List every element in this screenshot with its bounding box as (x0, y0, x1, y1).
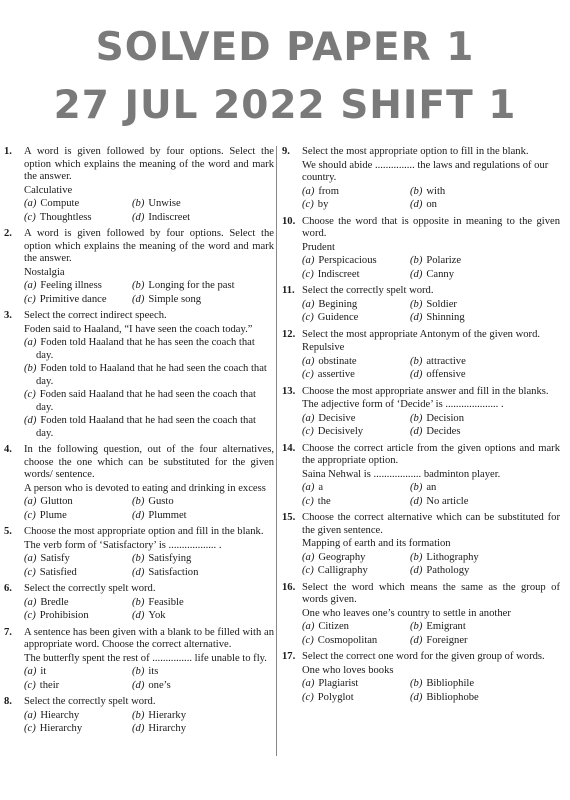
option-text: Feeling illness (40, 280, 102, 291)
answer-option (302, 299, 410, 312)
option-text: Compute (40, 198, 80, 209)
question-number: 14. (282, 442, 296, 454)
option-letter: (a) (302, 298, 315, 310)
question-text: A word is given followed by four options. Select the option which explains the meaning of the word and mark the answer. (24, 228, 274, 264)
option-list (302, 621, 560, 647)
option-letter: (d) (410, 634, 423, 646)
answer-option (24, 496, 132, 509)
answer-option (410, 356, 560, 369)
answer-option (302, 552, 410, 565)
option-text: Plume (39, 509, 67, 521)
option-letter: (a) (24, 709, 37, 721)
answer-option (132, 510, 274, 523)
question-prompt: The adjective form of ‘Decide’ is .................... . (302, 399, 504, 410)
question-text: Select the correct indirect speech. (24, 310, 167, 321)
answer-option (302, 692, 410, 705)
option-text: an (426, 482, 437, 493)
question-number: 15. (282, 512, 296, 523)
option-text: from (318, 185, 339, 197)
answer-option (410, 426, 560, 439)
option-text: Foden told Haaland that he has seen the coach that day. (36, 337, 255, 361)
page-subtitle: 27 JUL 2022 SHIFT 1 (53, 83, 517, 128)
option-list (302, 482, 560, 508)
option-text: Satisfy (40, 553, 70, 564)
option-letter: (a) (302, 355, 315, 367)
question (282, 329, 560, 382)
option-letter: (c) (24, 679, 36, 691)
option-text: Hierarchy (39, 723, 83, 734)
question (282, 216, 560, 282)
option-text: by (317, 199, 329, 210)
option-letter: (d) (132, 211, 145, 223)
option-letter: (d) (132, 679, 145, 691)
option-list (302, 255, 560, 281)
question-text: A sentence has been given with a blank to be filled with an appropriate word. Choose the correct alternative. (24, 626, 274, 650)
option-letter: (b) (410, 482, 423, 493)
question (4, 228, 274, 306)
question (282, 651, 560, 704)
option-letter: (c) (302, 369, 314, 380)
answer-option (302, 621, 410, 634)
question-text: Choose the word that is opposite in meaning to the given word. (302, 215, 560, 239)
option-letter: (a) (302, 621, 315, 632)
option-letter: (b) (410, 255, 423, 266)
question (4, 526, 274, 579)
option-list (302, 356, 560, 382)
option-list (24, 666, 274, 692)
option-letter: (b) (132, 709, 145, 721)
option-text: Foden told Haaland that he had seen the coach that day. (36, 415, 256, 439)
question-number: 17. (282, 651, 296, 662)
question (282, 285, 560, 325)
question (4, 627, 274, 693)
option-text: its (148, 666, 159, 677)
answer-option (410, 255, 560, 268)
option-list (302, 413, 560, 439)
option-text: Hierarky (148, 709, 187, 721)
option-letter: (b) (132, 496, 145, 507)
option-list (302, 678, 560, 704)
answer-option (24, 389, 274, 414)
option-text: Pathology (426, 565, 470, 576)
option-text: Longing for the past (148, 280, 235, 291)
answer-option (24, 597, 132, 610)
option-letter: (a) (302, 255, 315, 266)
option-text: Indiscreet (148, 211, 191, 223)
answer-option (410, 692, 560, 705)
answer-option (24, 415, 274, 440)
option-letter: (c) (24, 211, 36, 223)
option-letter: (c) (24, 566, 36, 578)
answer-option (410, 635, 560, 648)
option-text: Hirarchy (148, 723, 187, 734)
question (282, 582, 560, 648)
question-text: Select the correctly spelt word. (24, 696, 156, 707)
option-text: Polarize (426, 255, 462, 266)
question (4, 696, 274, 736)
question-number: 5. (4, 526, 12, 537)
answer-option (410, 413, 560, 426)
answer-option (132, 610, 274, 623)
option-text: Begining (318, 298, 358, 310)
option-text: Feasible (148, 596, 184, 608)
option-list (24, 337, 274, 440)
option-letter: (d) (410, 199, 423, 210)
option-text: Thoughtless (39, 211, 92, 223)
answer-option (24, 337, 274, 362)
question-number: 13. (282, 385, 296, 397)
option-text: a (318, 482, 324, 493)
option-text: Decisively (317, 426, 364, 437)
option-text: Citizen (318, 621, 349, 632)
answer-option (410, 199, 560, 212)
option-text: Lithography (426, 551, 479, 563)
option-text: Cosmopolitan (317, 634, 378, 646)
answer-option (132, 723, 274, 736)
answer-option (302, 312, 410, 325)
option-text: Foden said Haaland that he had seen the coach that day. (36, 389, 256, 413)
option-letter: (b) (132, 596, 145, 608)
question-text: Choose the correct article from the given options and mark the appropriate option. (302, 442, 560, 466)
answer-option (132, 567, 274, 580)
question-prompt: Repulsive (302, 342, 345, 353)
answer-option (410, 369, 560, 382)
option-text: Foreigner (426, 634, 468, 646)
question (4, 310, 274, 440)
option-letter: (b) (132, 280, 145, 291)
answer-option (132, 212, 274, 225)
option-letter: (b) (24, 363, 37, 374)
question-prompt: We should abide ............... the laws and regulations of our country. (302, 159, 549, 183)
option-letter: (a) (24, 596, 37, 608)
option-text: Glutton (40, 496, 73, 507)
option-letter: (b) (132, 553, 145, 564)
question (4, 444, 274, 522)
answer-option (24, 710, 132, 723)
option-letter: (d) (132, 293, 145, 305)
answer-option (132, 597, 274, 610)
option-letter: (c) (24, 723, 36, 734)
answer-option (24, 723, 132, 736)
option-text: Decides (426, 426, 461, 437)
option-text: Emigrant (426, 621, 466, 632)
option-letter: (a) (24, 553, 37, 564)
option-text: Unwise (148, 198, 181, 209)
question-number: 2. (4, 228, 12, 239)
question-text: A word is given followed by four options. Select the option which explains the meaning of the word and mark the answer. (24, 146, 274, 182)
option-text: Indiscreet (317, 268, 360, 280)
option-text: Soldier (426, 298, 457, 310)
option-list (24, 280, 274, 306)
option-text: Foden told to Haaland that he had seen the coach that day. (36, 363, 267, 387)
answer-option (24, 567, 132, 580)
answer-option (24, 510, 132, 523)
question-text: Choose the most appropriate answer and fill in the blanks. (302, 385, 549, 397)
option-text: attractive (426, 355, 466, 367)
option-letter: (d) (410, 426, 423, 437)
option-letter: (a) (302, 551, 315, 563)
question-text: Select the most appropriate Antonym of the given word. (302, 328, 541, 340)
answer-option (132, 680, 274, 693)
answer-option (132, 553, 274, 566)
option-text: Satisfaction (148, 566, 199, 578)
answer-option (24, 212, 132, 225)
option-text: one’s (148, 679, 171, 691)
option-letter: (c) (302, 268, 314, 280)
question (282, 146, 560, 212)
right-column (282, 146, 560, 708)
option-text: offensive (426, 369, 466, 380)
answer-option (410, 299, 560, 312)
answer-option (302, 635, 410, 648)
option-list (24, 597, 274, 623)
option-text: Polyglot (317, 691, 354, 703)
question-text: Select the correctly spelt word. (24, 583, 156, 594)
page-title: SOLVED PAPER 1 (95, 25, 475, 70)
answer-option (24, 610, 132, 623)
option-letter: (c) (302, 565, 314, 576)
answer-option (302, 678, 410, 691)
answer-option (410, 312, 560, 325)
answer-option (132, 666, 274, 679)
answer-option (410, 565, 560, 578)
answer-option (302, 269, 410, 282)
question-number: 6. (4, 583, 12, 594)
question-number: 16. (282, 581, 296, 593)
option-letter: (b) (410, 551, 423, 563)
question (282, 512, 560, 578)
option-text: Bredle (40, 596, 69, 608)
answer-option (302, 565, 410, 578)
option-letter: (d) (410, 495, 423, 507)
question-number: 4. (4, 444, 12, 455)
question (4, 146, 274, 224)
option-text: Bibliophile (426, 678, 475, 689)
answer-option (132, 710, 274, 723)
question-prompt: A person who is devoted to eating and drinking in excess (24, 482, 266, 494)
question-prompt: Saina Nehwal is .................. badminton player. (302, 468, 501, 480)
question-number: 3. (4, 310, 12, 321)
option-letter: (c) (302, 495, 314, 507)
answer-option (410, 269, 560, 282)
option-text: their (39, 679, 60, 691)
option-letter: (d) (410, 565, 423, 576)
option-letter: (d) (410, 268, 423, 280)
option-list (24, 496, 274, 522)
answer-option (302, 496, 410, 509)
option-text: Geography (318, 551, 366, 563)
option-letter: (b) (132, 198, 145, 209)
question-prompt: The butterfly spent the rest of ............... life unable to fly. (24, 652, 267, 664)
option-text: Satisfied (39, 566, 77, 578)
question-prompt: The verb form of ‘Satisfactory’ is .................. . (24, 539, 222, 551)
option-text: Satisfying (148, 553, 192, 564)
option-letter: (a) (302, 185, 315, 197)
option-list (302, 552, 560, 578)
question-prompt: Nostalgia (24, 266, 65, 278)
answer-option (24, 666, 132, 679)
question-text: Choose the most appropriate option and fill in the blank. (24, 526, 264, 537)
answer-option (410, 552, 560, 565)
answer-option (302, 186, 410, 199)
answer-option (24, 680, 132, 693)
option-letter: (a) (302, 678, 315, 689)
option-text: Primitive dance (39, 293, 107, 305)
answer-option (410, 621, 560, 634)
option-letter: (b) (410, 185, 423, 197)
answer-option (24, 294, 132, 307)
option-letter: (a) (302, 412, 315, 424)
option-list (24, 553, 274, 579)
option-text: Decisive (318, 412, 356, 424)
option-text: it (40, 666, 47, 677)
option-text: with (426, 185, 446, 197)
option-text: the (317, 495, 331, 507)
option-letter: (b) (410, 298, 423, 310)
answer-option (302, 199, 410, 212)
question-text: Select the correct one word for the given group of words. (302, 651, 545, 662)
answer-option (24, 553, 132, 566)
option-text: Plummet (148, 509, 187, 521)
answer-option (132, 198, 274, 211)
answer-option (410, 186, 560, 199)
option-text: assertive (317, 369, 355, 380)
option-list (24, 710, 274, 736)
option-letter: (c) (302, 199, 314, 210)
question-prompt: One who loves books (302, 664, 394, 676)
option-text: Guidence (317, 312, 359, 323)
option-text: Canny (426, 268, 455, 280)
option-list (302, 299, 560, 325)
option-text: Gusto (148, 496, 174, 507)
question-text: Select the word which means the same as the group of words given. (302, 581, 560, 605)
option-letter: (c) (24, 610, 36, 621)
option-letter: (d) (410, 691, 423, 703)
option-letter: (c) (302, 312, 314, 323)
answer-option (302, 356, 410, 369)
answer-option (302, 369, 410, 382)
option-letter: (d) (410, 312, 423, 323)
question-prompt: Prudent (302, 241, 335, 253)
answer-option (132, 496, 274, 509)
option-text: Bibliophobe (426, 691, 479, 703)
question-number: 12. (282, 328, 296, 340)
question-text: Choose the correct alternative which can be substituted for the given sentence. (302, 512, 560, 536)
option-text: Decision (426, 412, 465, 424)
answer-option (410, 678, 560, 691)
option-letter: (b) (410, 678, 423, 689)
option-letter: (b) (410, 355, 423, 367)
question-prompt: Calculative (24, 184, 73, 196)
option-letter: (b) (410, 621, 423, 632)
option-letter: (c) (24, 389, 36, 400)
option-letter: (a) (24, 198, 37, 209)
option-letter: (d) (132, 723, 145, 734)
option-letter: (a) (24, 337, 37, 348)
question-text: Select the correctly spelt word. (302, 285, 434, 296)
left-column (4, 146, 274, 740)
option-text: obstinate (318, 355, 357, 367)
question-text: Select the most appropriate option to fill in the blank. (302, 146, 529, 157)
option-letter: (c) (302, 691, 314, 703)
question-number: 9. (282, 146, 290, 157)
question-number: 11. (282, 285, 295, 296)
option-text: Prohibision (39, 610, 89, 621)
answer-option (24, 198, 132, 211)
question-number: 10. (282, 215, 296, 227)
option-letter: (c) (302, 634, 314, 646)
answer-option (302, 255, 410, 268)
option-text: Simple song (148, 293, 202, 305)
answer-option (410, 482, 560, 495)
answer-option (302, 482, 410, 495)
option-list (302, 186, 560, 212)
answer-option (410, 496, 560, 509)
option-letter: (d) (24, 415, 37, 426)
option-text: Shinning (426, 312, 465, 323)
column-divider (276, 146, 277, 756)
question-prompt: One who leaves one’s country to settle in another (302, 607, 511, 619)
option-letter: (a) (302, 482, 315, 493)
option-letter: (a) (24, 280, 37, 291)
option-letter: (b) (410, 412, 423, 424)
option-letter: (c) (24, 293, 36, 305)
option-letter: (d) (132, 509, 145, 521)
answer-option (24, 363, 274, 388)
answer-option (132, 280, 274, 293)
option-letter: (c) (24, 509, 36, 521)
option-letter: (a) (24, 496, 37, 507)
question-number: 8. (4, 696, 12, 707)
question (4, 583, 274, 623)
option-text: on (426, 199, 437, 210)
option-text: Perspicacious (318, 255, 377, 266)
option-letter: (d) (410, 369, 423, 380)
answer-option (24, 280, 132, 293)
question-prompt: Mapping of earth and its formation (302, 538, 451, 549)
question-prompt: Foden said to Haaland, “I have seen the coach today.” (24, 323, 253, 335)
option-text: No article (426, 495, 469, 507)
question-number: 7. (4, 626, 12, 638)
question-number: 1. (4, 146, 12, 157)
question-text: In the following question, out of the four alternatives, choose the one which can be substituted for the given words/ sentence. (24, 444, 274, 480)
option-list (24, 198, 274, 224)
option-letter: (b) (132, 666, 145, 677)
option-letter: (d) (132, 610, 145, 621)
option-letter: (a) (24, 666, 37, 677)
answer-option (302, 426, 410, 439)
option-text: Hiearchy (40, 709, 80, 721)
question (282, 443, 560, 509)
option-letter: (c) (302, 426, 314, 437)
option-letter: (d) (132, 566, 145, 578)
option-text: Calligraphy (317, 565, 368, 576)
answer-option (302, 413, 410, 426)
answer-option (132, 294, 274, 307)
option-text: Plagiarist (318, 678, 359, 689)
option-text: Yok (148, 610, 166, 621)
question (282, 386, 560, 439)
